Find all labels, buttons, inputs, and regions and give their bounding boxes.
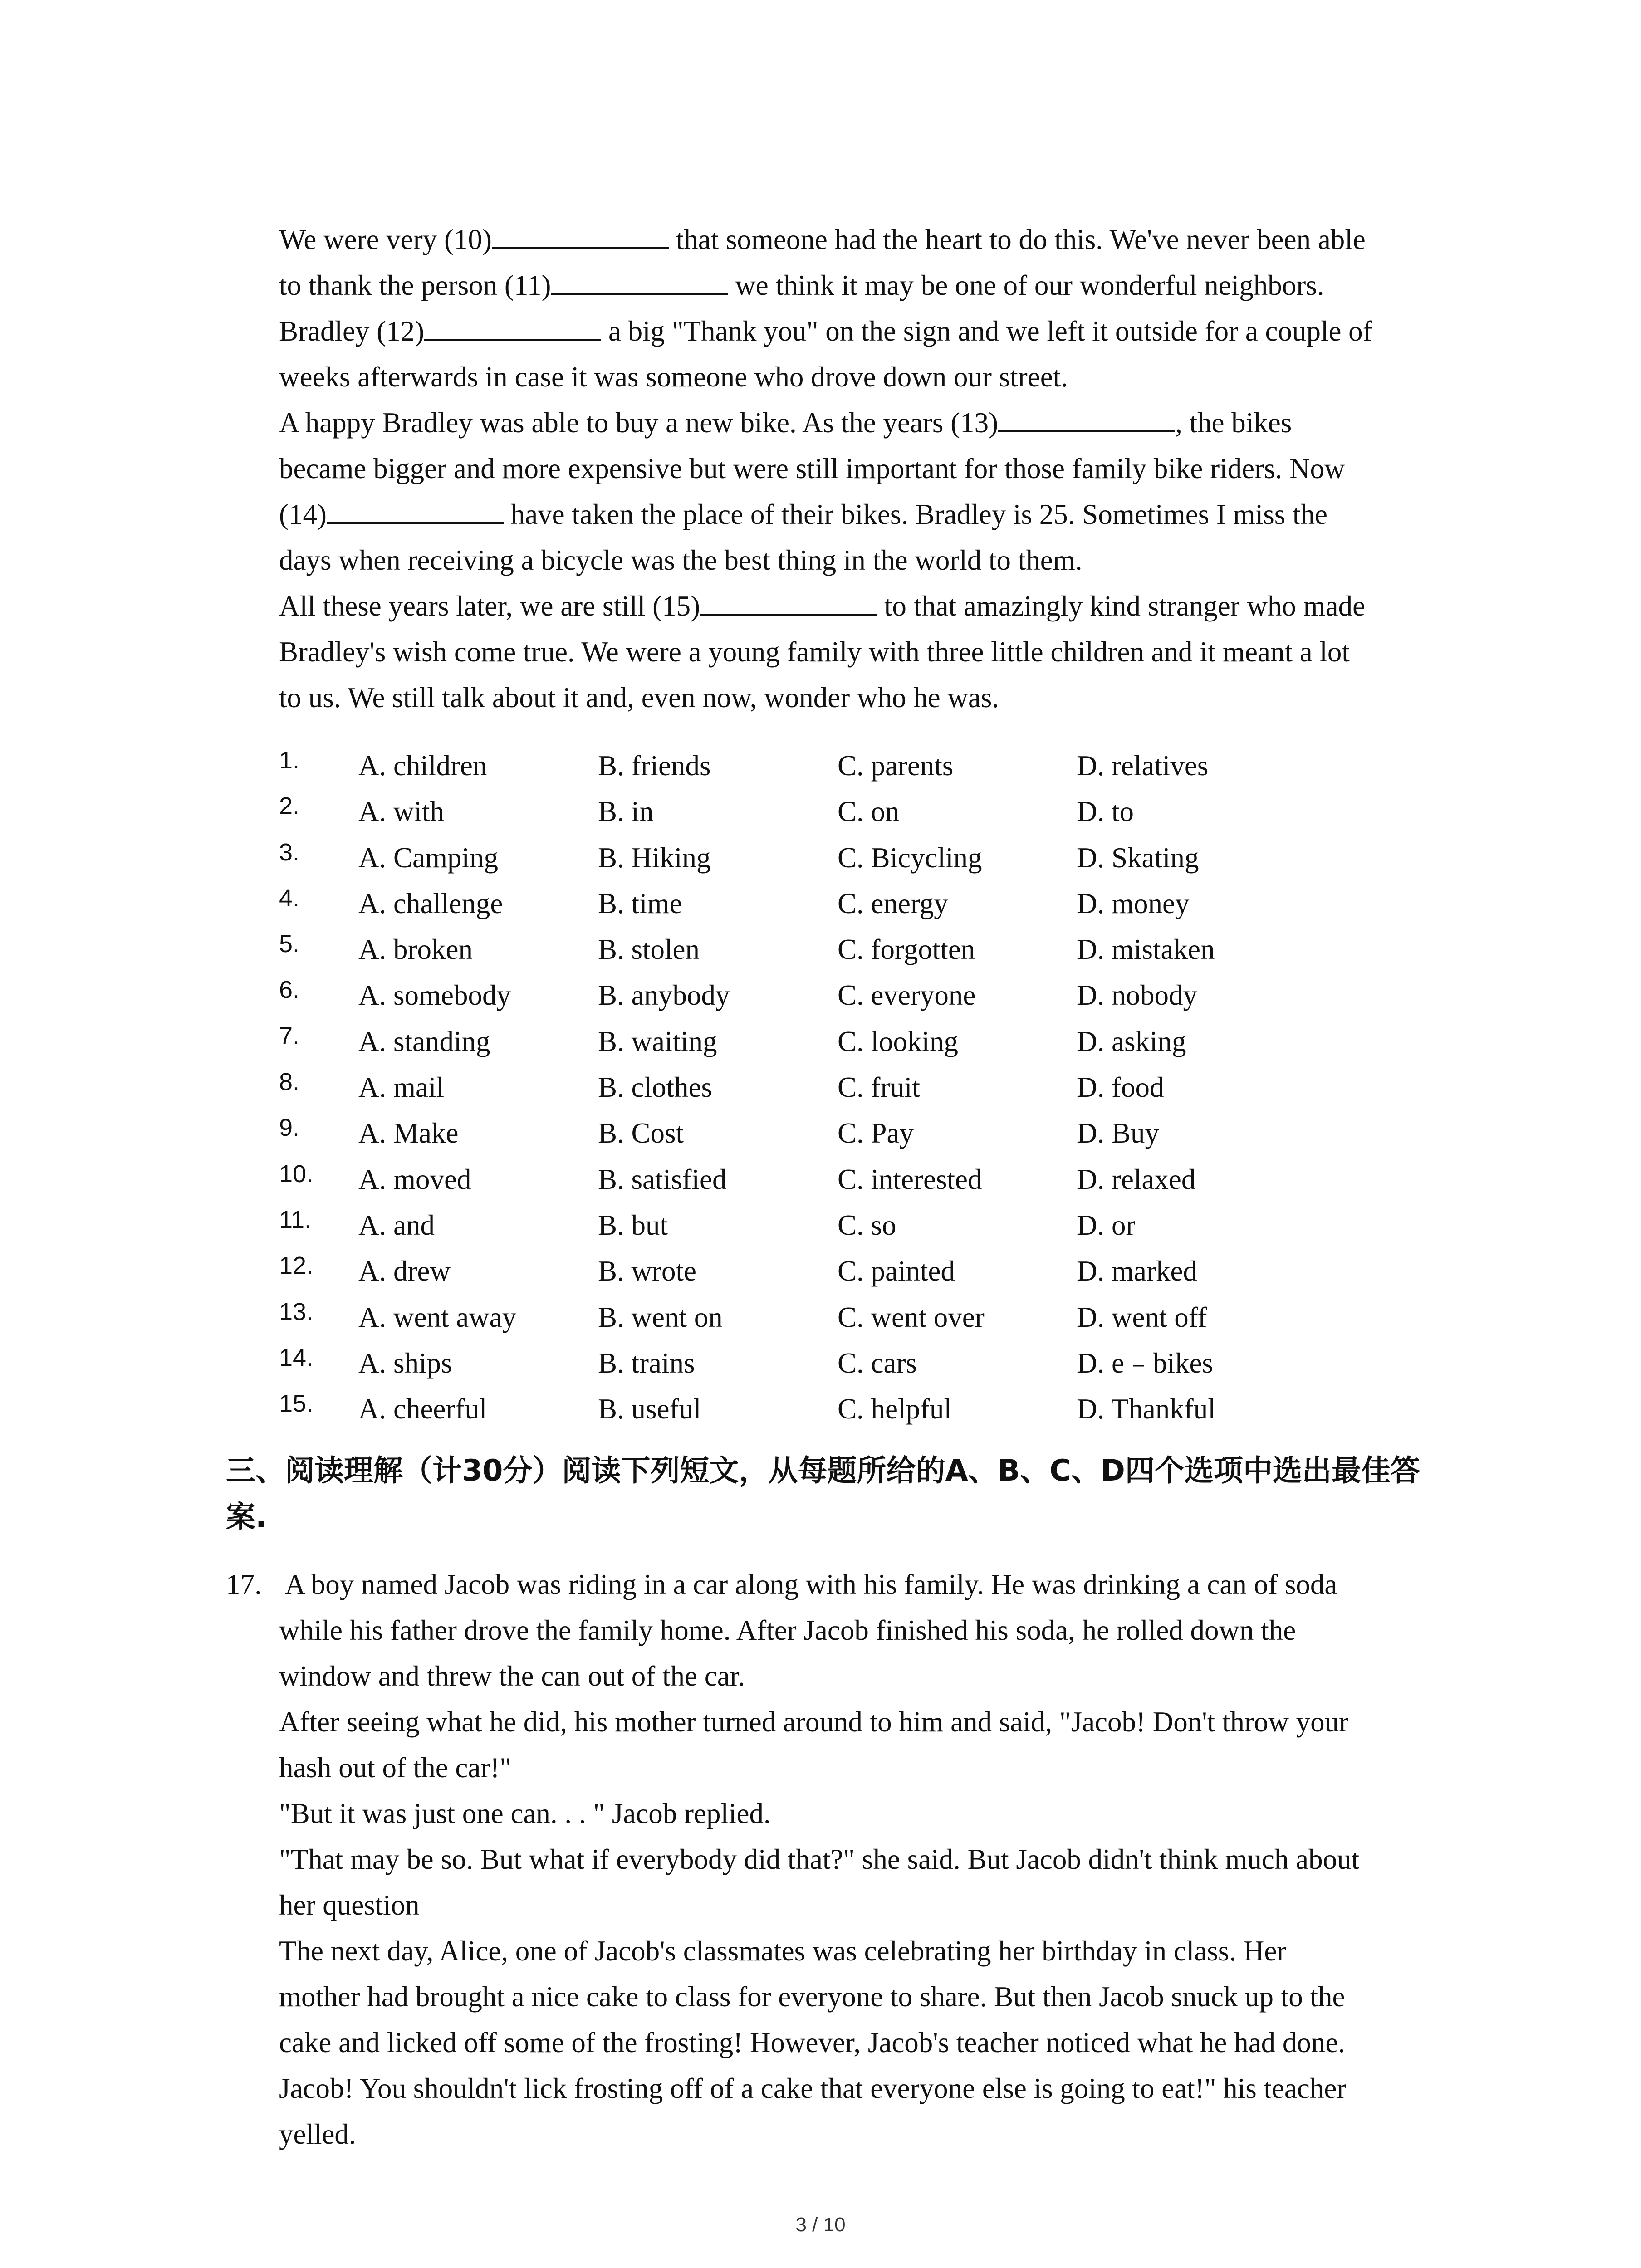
passage-line: A happy Bradley was able to buy a new bike. As the years (13) , the bikes [279, 400, 1450, 446]
option-row: 11. A. and B. but C. so D. or [279, 1206, 1136, 1241]
answer-options [279, 743, 1413, 1432]
passage-line: her question [279, 1889, 420, 1921]
passage-line: (14) have taken the place of their bikes. Bradley is 25. Sometimes I miss the [279, 492, 1450, 538]
option-row: 2. A. with B. in C. on D. to [279, 792, 1134, 828]
option-row: 7. A. standing B. waiting C. looking D. asking [279, 1022, 1186, 1057]
passage-line: became bigger and more expensive but were still important for those family bike riders. Now [279, 453, 1345, 484]
passage-line: cake and licked off some of the frosting! However, Jacob's teacher noticed what he had done. [279, 2027, 1346, 2058]
passage-line: The next day, Alice, one of Jacob's classmates was celebrating her birthday in class. Her [279, 1935, 1287, 1967]
passage-line: days when receiving a bicycle was the best thing in the world to them. [279, 544, 1083, 576]
option-row: 3. A. Camping B. Hiking C. Bicycling D. Skating [279, 838, 1199, 874]
passage-line: After seeing what he did, his mother turned around to him and said, "Jacob! Don't throw your [279, 1706, 1349, 1738]
answer-blank-12 [424, 312, 601, 341]
option-row: 14. A. ships B. trains C. cars D. e﹣bikes [279, 1344, 1213, 1379]
answer-blank-14 [327, 495, 504, 524]
option-row: 9. A. Make B. Cost C. Pay D. Buy [279, 1114, 1160, 1149]
passage-line: to thank the person (11) we think it may be one of our wonderful neighbors. [279, 263, 1450, 308]
option-row: 6. A. somebody B. anybody C. everyone D. nobody [279, 976, 1197, 1012]
passage-line: Bradley (12) a big "Thank you" on the sign and we left it outside for a couple of [279, 308, 1450, 354]
passage-line: We were very (10) that someone had the heart to do this. We've never been able [279, 217, 1450, 263]
passage-line: A boy named Jacob was riding in a car along with his family. He was drinking a can of soda [285, 1569, 1337, 1600]
option-row: 4. A. challenge B. time C. energy D. money [279, 884, 1190, 919]
passage-line: "But it was just one can. . . " Jacob replied. [279, 1798, 771, 1829]
passage-line: window and threw the can out of the car. [279, 1660, 745, 1692]
option-row: 15. A. cheerful B. useful C. helpful D. Thankful [279, 1390, 1216, 1425]
answer-blank-10 [492, 220, 669, 249]
option-row: 13. A. went away B. went on C. went over D. went off [279, 1298, 1207, 1333]
option-row: 10. A. moved B. satisfied C. interested D. relaxed [279, 1160, 1196, 1195]
option-row: 5. A. broken B. stolen C. forgotten D. mistaken [279, 930, 1215, 966]
question-17-passage [279, 1562, 1455, 2157]
passage-line: "That may be so. But what if everybody did that?" she said. But Jacob didn't think much about [279, 1843, 1360, 1875]
answer-blank-13 [998, 403, 1175, 432]
cloze-passage [279, 217, 1450, 721]
section-heading [226, 1448, 1442, 1540]
option-row: 12. A. drew B. wrote C. painted D. marked [279, 1252, 1197, 1287]
section-heading-line: 案. [226, 1500, 267, 1534]
passage-line: All these years later, we are still (15) to that amazingly kind stranger who made [279, 583, 1450, 629]
answer-blank-11 [551, 266, 728, 295]
question-number: 17. [226, 1569, 262, 1600]
passage-line: Jacob! You shouldn't lick frosting off of a cake that everyone else is going to eat!" his teacher [279, 2072, 1347, 2104]
answer-blank-15 [700, 587, 877, 616]
passage-line: while his father drove the family home. After Jacob finished his soda, he rolled down the [279, 1614, 1296, 1646]
passage-line: weeks afterwards in case it was someone who drove down our street. [279, 361, 1068, 393]
option-row: 8. A. mail B. clothes C. fruit D. food [279, 1068, 1164, 1104]
passage-line: mother had brought a nice cake to class for everyone to share. But then Jacob snuck up to the [279, 1981, 1345, 2013]
passage-line: Bradley's wish come true. We were a young family with three little children and it meant a lot [279, 636, 1350, 668]
page-number: 3 / 10 [795, 2214, 846, 2236]
section-heading-line: 三、阅读理解（计30分）阅读下列短文，从每题所给的A、B、C、D四个选项中选出最佳答 [226, 1454, 1420, 1488]
passage-line: hash out of the car!" [279, 1752, 512, 1784]
passage-line: to us. We still talk about it and, even now, wonder who he was. [279, 682, 999, 714]
option-row: 1. A. children B. friends C. parents D. relatives [279, 747, 1209, 782]
passage-line: yelled. [279, 2118, 356, 2150]
